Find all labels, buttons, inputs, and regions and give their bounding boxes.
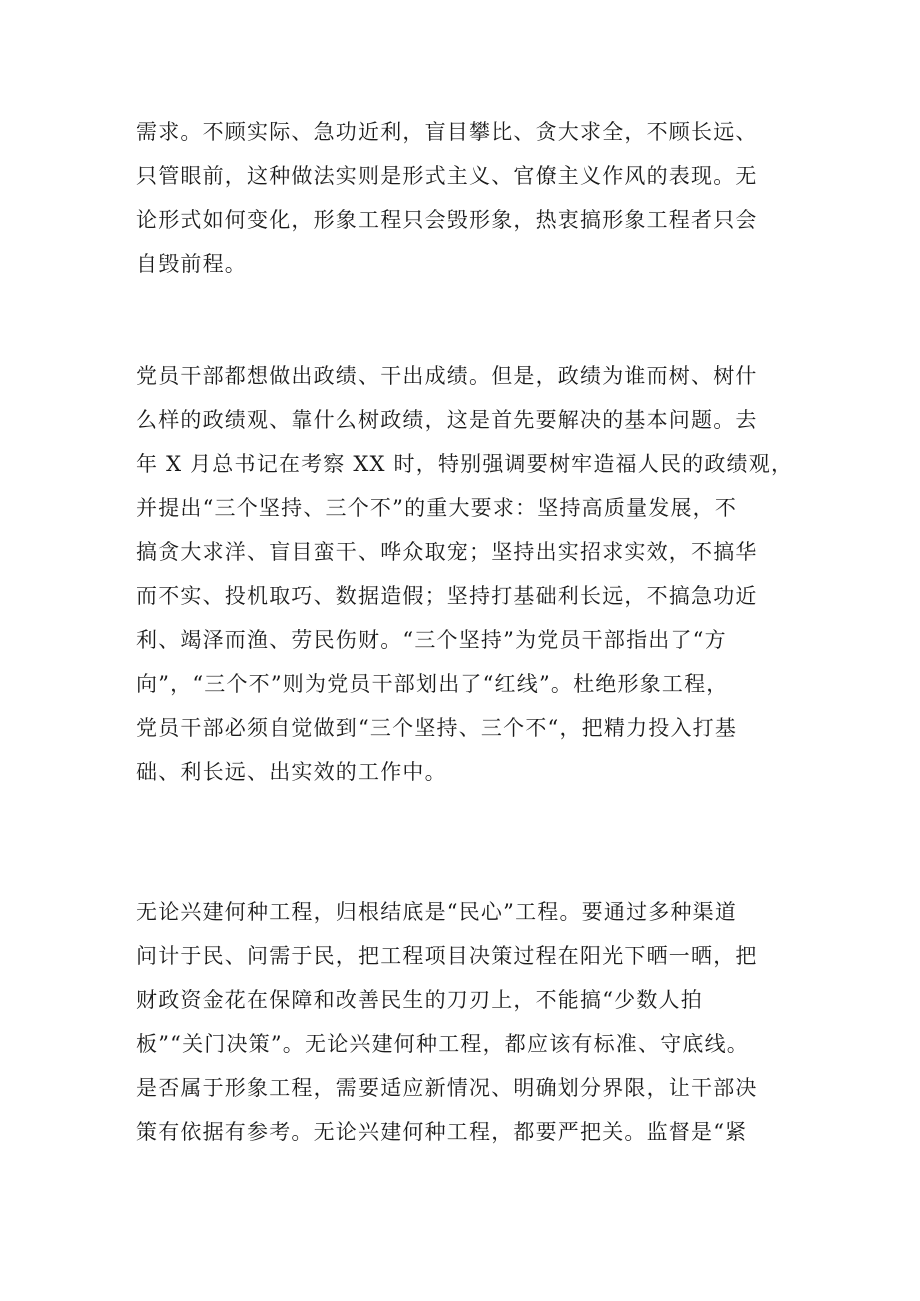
text-line: 而不实、投机取巧、数据造假；坚持打基础利长远，不搞急功近 (136, 584, 758, 608)
text-line: 利、竭泽而渔、劳民伤财。“三个坚持”为党员干部指出了“方 (136, 628, 727, 652)
text-line: 只管眼前，这种做法实则是形式主义、官僚主义作风的表现。无 (136, 164, 758, 188)
text-line: 板”“关门决策”。无论兴建何种工程，都应该有标准、守底线。 (136, 1032, 750, 1056)
text-line: 问计于民、问需于民，把工程项目决策过程在阳光下晒一晒，把 (136, 944, 758, 968)
text-line: 财政资金花在保障和改善民生的刀刃上，不能搞“少数人拍 (136, 988, 703, 1012)
text-line: 础、利长远、出实效的工作中。 (136, 760, 447, 784)
text-line: 么样的政绩观、靠什么树政绩，这是首先要解决的基本问题。去 (136, 408, 758, 432)
paragraph-2 (136, 354, 793, 794)
text-line: 需求。不顾实际、急功近利，盲目攀比、贪大求全，不顾长远、 (136, 120, 758, 144)
text-line: 是否属于形象工程，需要适应新情况、明确划分界限，让干部决 (136, 1076, 758, 1100)
paragraph-3 (136, 890, 758, 1154)
text-line: 党员干部都想做出政绩、干出成绩。但是，政绩为谁而树、树什 (136, 364, 758, 388)
text-line: 自毁前程。 (136, 252, 247, 276)
text-line: 并提出“三个坚持、三个不”的重大要求：坚持高质量发展，不 (136, 496, 738, 520)
text-line: 党员干部必须自觉做到“三个坚持、三个不“，把精力投入打基 (136, 716, 738, 740)
text-line: 策有依据有参考。无论兴建何种工程，都要严把关。监督是“紧 (136, 1120, 748, 1144)
paragraph-1 (136, 110, 758, 286)
text-line: 搞贪大求洋、盲目蛮干、哗众取宠；坚持出实招求实效，不搞华 (136, 540, 758, 564)
text-line: 年 X 月总书记在考察 XX 时，特别强调要树牢造福人民的政绩观， (136, 452, 794, 476)
text-line: 无论兴建何种工程，归根结底是“民心”工程。要通过多种渠道 (136, 900, 738, 924)
text-line: 论形式如何变化，形象工程只会毁形象，热衷搞形象工程者只会 (136, 208, 758, 232)
text-line: 向”，“三个不”则为党员干部划出了“红线”。杜绝形象工程， (136, 672, 729, 696)
